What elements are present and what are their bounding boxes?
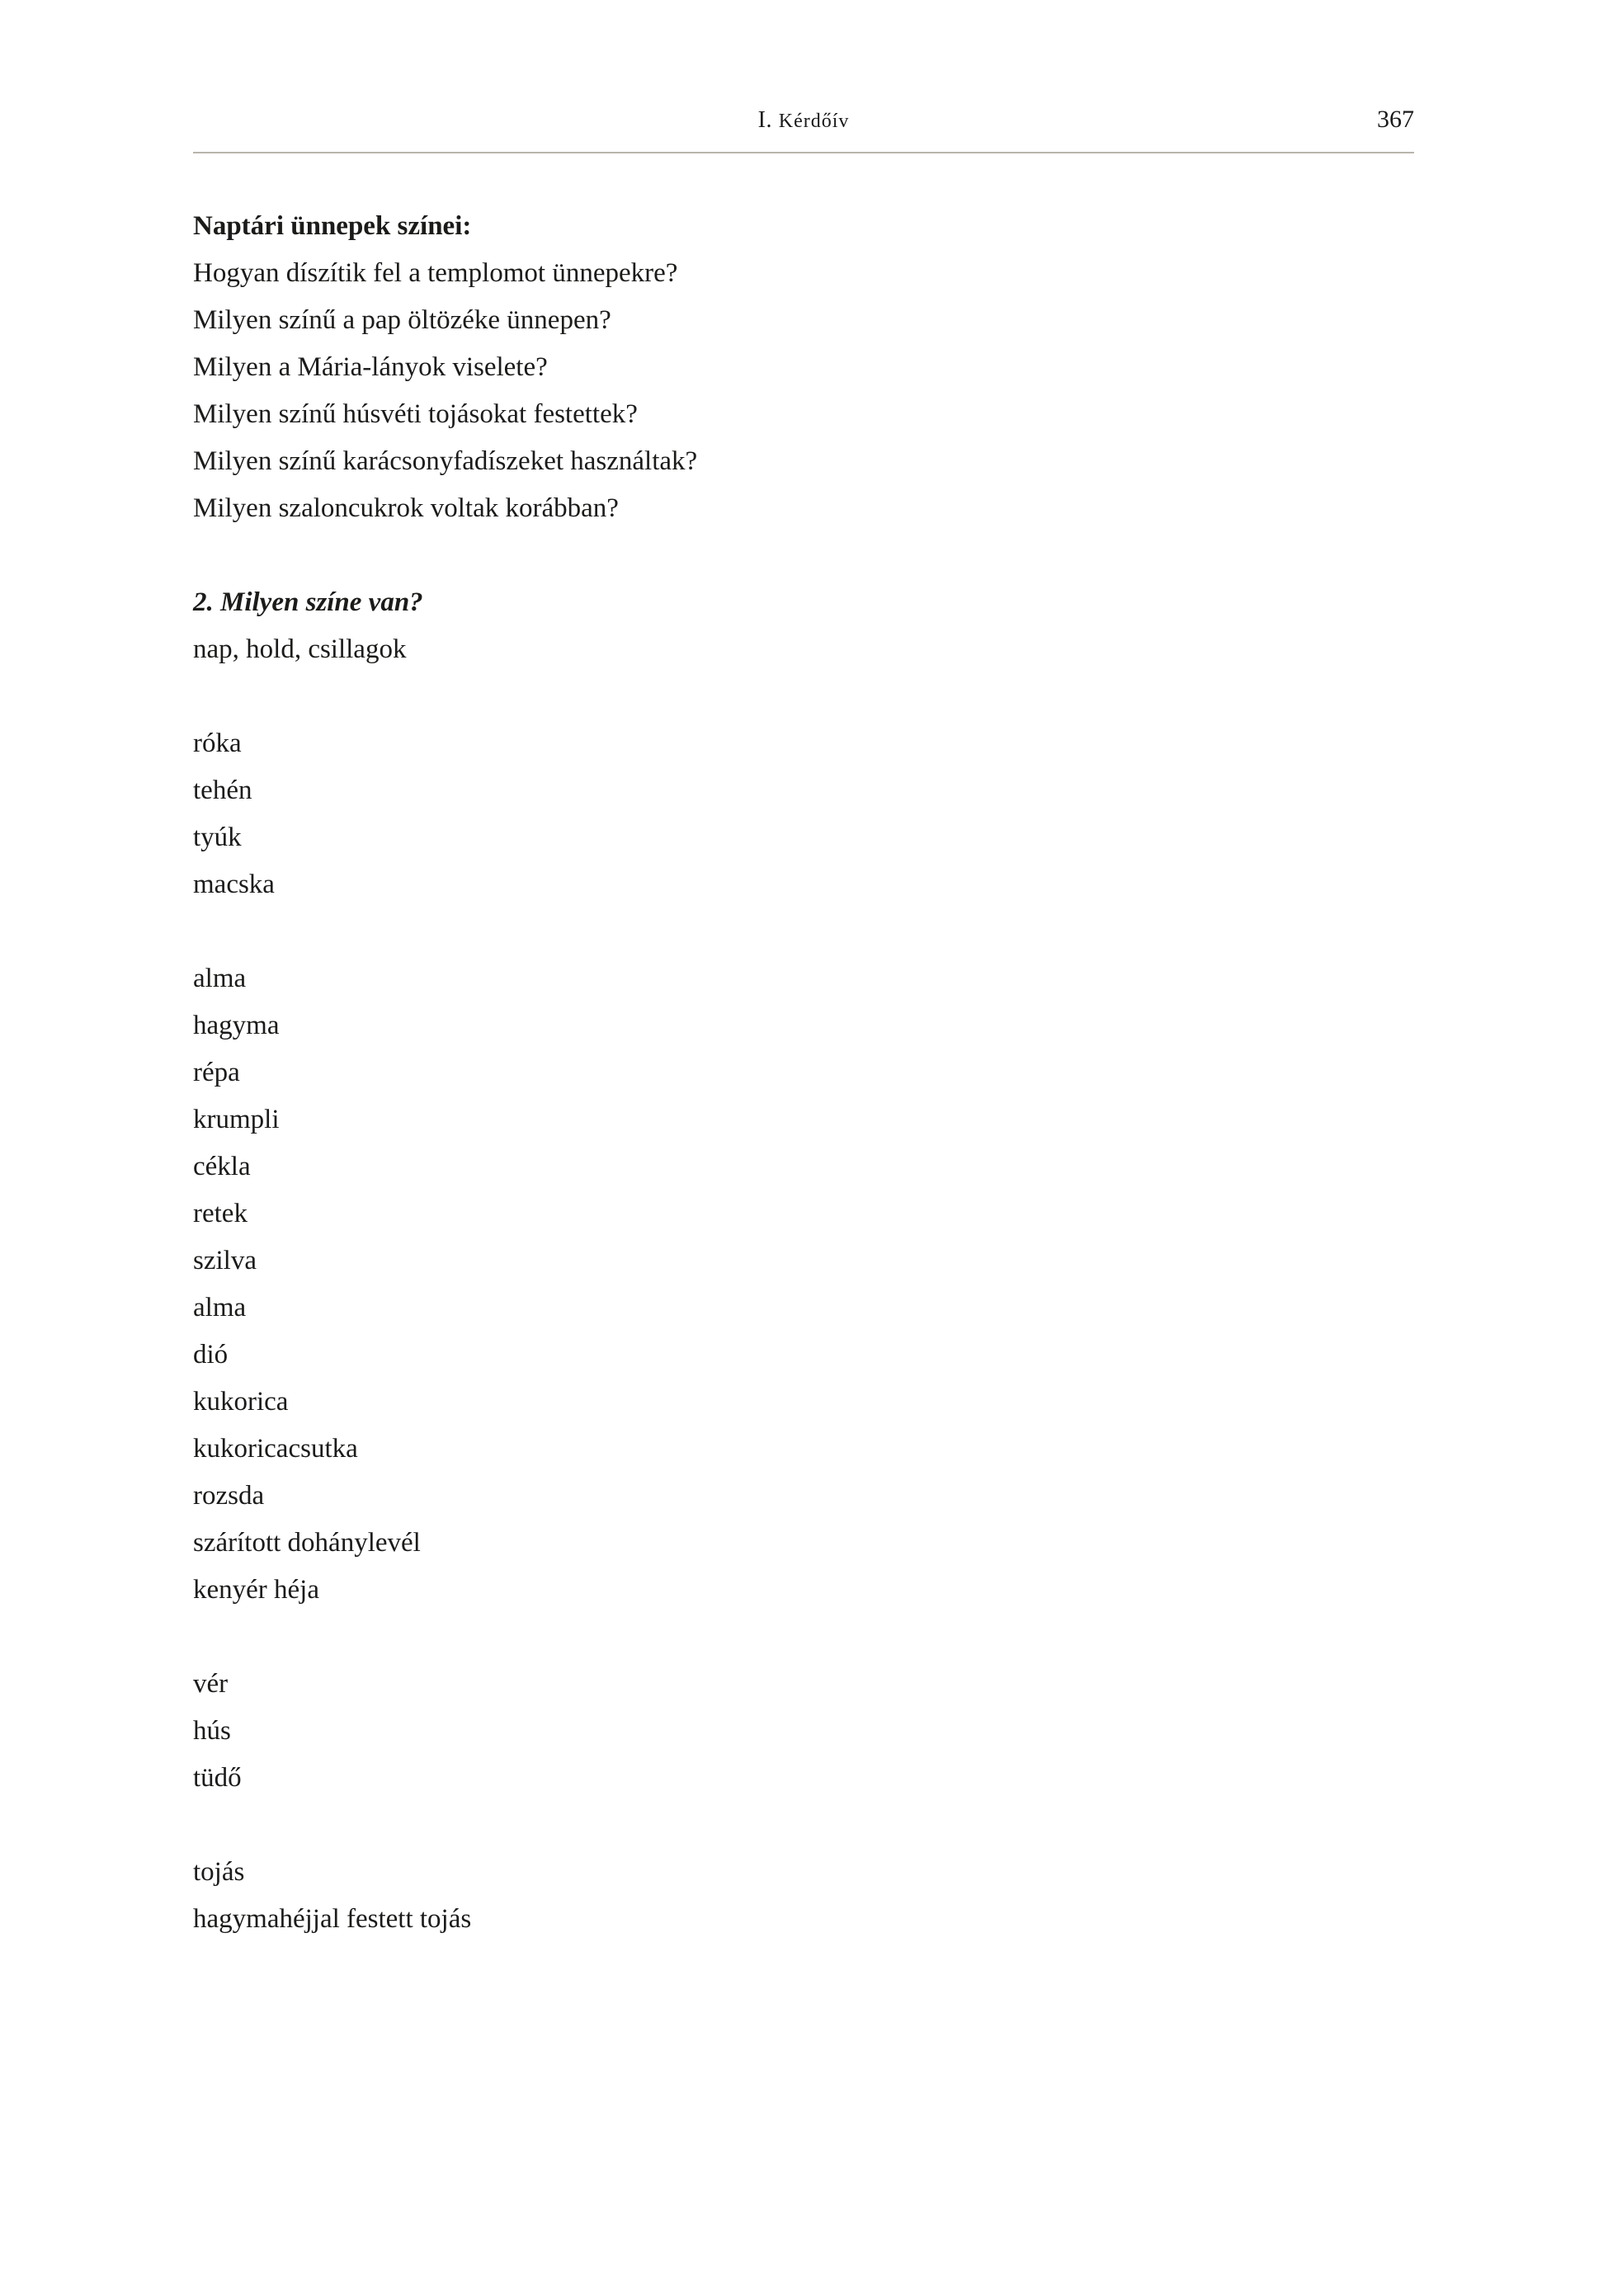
list-item: róka: [193, 728, 242, 758]
list-item: tüdő: [193, 1763, 242, 1793]
question-line: Hogyan díszítik fel a templomot ünnepekre?: [193, 258, 678, 288]
section-heading-what-color: 2. Milyen színe van?: [193, 587, 423, 617]
list-item: tyúk: [193, 823, 242, 852]
list-item: kenyér héja: [193, 1575, 319, 1605]
list-group-spacer: [193, 908, 1414, 955]
list-item: alma: [193, 1293, 247, 1322]
list-item: krumpli: [193, 1105, 280, 1134]
list-group-spacer: [193, 673, 1414, 720]
running-head-title-smallcaps: Kérdőív: [778, 111, 850, 132]
list-item: tehén: [193, 776, 252, 805]
body-text: [193, 203, 1414, 1943]
question-line: Milyen színű a pap öltözéke ünnepen?: [193, 305, 611, 335]
running-head-title-prefix: I.: [757, 107, 779, 133]
question-line: Milyen a Mária-lányok viselete?: [193, 352, 548, 382]
running-head: [193, 99, 1414, 160]
list-item: vér: [193, 1669, 229, 1699]
list-item: cékla: [193, 1152, 251, 1181]
list-item: hagymahéjjal festett tojás: [193, 1904, 472, 1934]
list-item: hús: [193, 1716, 231, 1746]
question-line: Milyen színű karácsonyfadíszeket használtak?: [193, 446, 698, 476]
question-line: Milyen színű húsvéti tojásokat festettek?: [193, 399, 638, 429]
header-divider: [193, 152, 1414, 153]
list-item: retek: [193, 1199, 248, 1228]
list-item: dió: [193, 1340, 229, 1370]
list-item: tojás: [193, 1857, 245, 1887]
question-line: Milyen szaloncukrok voltak korábban?: [193, 493, 619, 523]
list-item: hagyma: [193, 1011, 280, 1040]
list-item: kukoricacsutka: [193, 1434, 358, 1464]
section-heading-calendar-colors: Naptári ünnepek színei:: [193, 211, 472, 241]
list-item: rozsda: [193, 1481, 265, 1511]
list-item: répa: [193, 1058, 240, 1087]
page-number: 367: [1377, 106, 1414, 133]
list-group-spacer: [193, 1802, 1414, 1849]
list-item: macska: [193, 870, 275, 899]
list-group-spacer: [193, 1614, 1414, 1661]
list-item: alma: [193, 964, 247, 993]
list-item: nap, hold, csillagok: [193, 634, 407, 664]
paragraph-spacer: [193, 532, 1414, 579]
list-item: szilva: [193, 1246, 257, 1275]
page-content: [193, 99, 1414, 1943]
list-item: kukorica: [193, 1387, 289, 1417]
list-item: szárított dohánylevél: [193, 1528, 421, 1558]
running-head-title: [193, 107, 1414, 134]
